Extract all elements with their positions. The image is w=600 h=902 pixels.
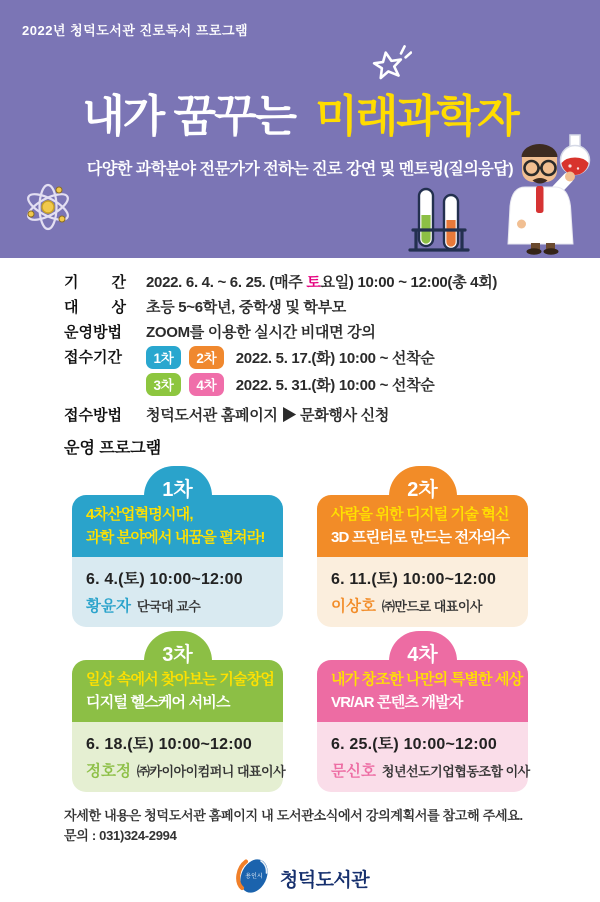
period-post: 요일) 10:00 ~ 12:00(총 4회) xyxy=(320,274,498,291)
card-2-body xyxy=(317,557,528,627)
apply-label: 접수방법 xyxy=(64,407,122,424)
card-2-header xyxy=(317,495,528,557)
registration-date-1: 2022. 5. 17.(화) 10:00 ~ 선착순 xyxy=(235,350,435,367)
card-3-body xyxy=(72,722,286,792)
registration-label: 접수기간 xyxy=(64,349,122,366)
logo-library-name: 청덕도서관 xyxy=(279,870,370,891)
yongin-city-logo-icon xyxy=(231,855,275,902)
round-badge-2: 2차 xyxy=(189,346,224,369)
card-1-tab: 1차 xyxy=(144,466,212,496)
card-4-body xyxy=(317,722,528,792)
registration-line-1 xyxy=(146,346,434,369)
round-badge-3: 3차 xyxy=(146,373,181,396)
info-row-target xyxy=(64,296,600,317)
registration-date-2: 2022. 5. 31.(화) 10:00 ~ 선착순 xyxy=(235,377,435,394)
period-label: 기 간 xyxy=(64,274,126,291)
card-1-speaker xyxy=(86,594,269,616)
card-4-header xyxy=(317,660,528,722)
period-pre: 2022. 6. 4. ~ 6. 25. (매주 xyxy=(146,274,307,291)
card-4-speaker xyxy=(331,759,530,781)
info-section xyxy=(0,258,600,425)
info-row-apply xyxy=(64,404,600,425)
card-4-speaker-name: 문신호 xyxy=(331,763,376,780)
program-card-3 xyxy=(72,631,286,792)
footer-note-line: 자세한 내용은 청덕도서관 홈페이지 내 도서관소식에서 강의계획서를 참고해 주세요. xyxy=(64,808,523,823)
card-1-title-line1: 4차산업혁명시대, xyxy=(86,506,193,523)
program-label: 2022년 청덕도서관 진로독서 프로그램 xyxy=(22,23,249,38)
apply-value: 청덕도서관 홈페이지 ▶ 문화행사 신청 xyxy=(146,407,390,424)
method-value: ZOOM를 이용한 실시간 비대면 강의 xyxy=(146,324,376,341)
footer-note xyxy=(0,792,600,845)
card-4-title-line2: VR/AR 콘텐츠 개발자 xyxy=(331,693,463,711)
card-1-date: 6. 4.(토) 10:00~12:00 xyxy=(86,571,243,588)
poster-subtitle: 다양한 과학분야 전문가가 전하는 진로 강연 및 멘토링(질의응답) xyxy=(86,161,514,178)
card-2-speaker xyxy=(331,594,514,616)
program-card-1 xyxy=(72,466,283,627)
library-logo xyxy=(0,855,600,902)
atom-icon xyxy=(22,180,74,239)
target-label: 대 상 xyxy=(64,299,126,316)
poster-header xyxy=(0,0,600,258)
target-value: 초등 5~6학년, 중학생 및 학부모 xyxy=(146,299,346,316)
logo-small-text: 용인시 xyxy=(245,874,263,880)
card-4-tab: 4차 xyxy=(389,631,457,661)
card-2-speaker-affiliation: ㈜만드로 대표이사 xyxy=(381,599,482,614)
card-1-speaker-affiliation: 단국대 교수 xyxy=(136,599,201,614)
period-value xyxy=(146,271,497,292)
card-3-tab: 3차 xyxy=(144,631,212,661)
title-part-yellow: 미래과학자 xyxy=(315,92,518,141)
card-1-header xyxy=(72,495,283,557)
round-badge-1: 1차 xyxy=(146,346,181,369)
program-section-title: 운영 프로그램 xyxy=(64,440,162,457)
card-2-tab: 2차 xyxy=(389,466,457,496)
card-3-title-line2: 디지털 헬스케어 서비스 xyxy=(86,693,230,711)
card-4-speaker-affiliation: 청년선도기업협동조합 이사 xyxy=(381,764,530,779)
card-2-speaker-name: 이상호 xyxy=(331,598,376,615)
card-3-speaker xyxy=(86,759,286,781)
card-3-speaker-affiliation: ㈜카이아이컴퍼니 대표이사 xyxy=(136,764,286,779)
info-row-registration xyxy=(64,346,600,400)
card-3-header xyxy=(72,660,283,722)
footer-contact: 문의 : 031)324-2994 xyxy=(64,827,177,843)
program-card-4 xyxy=(317,631,528,792)
scientist-illustration xyxy=(484,133,598,258)
card-2-date: 6. 11.(토) 10:00~12:00 xyxy=(331,571,497,588)
card-2-title-line2: 3D 프린터로 만드는 전자의수 xyxy=(331,528,510,546)
card-4-date: 6. 25.(토) 10:00~12:00 xyxy=(331,736,497,753)
card-2-title-line1: 사람을 위한 디지털 기술 혁신 xyxy=(331,506,509,523)
info-row-method xyxy=(64,321,600,342)
card-3-date: 6. 18.(토) 10:00~12:00 xyxy=(86,736,252,753)
card-1-speaker-name: 황윤자 xyxy=(86,598,131,615)
info-row-period xyxy=(64,271,600,292)
registration-lines xyxy=(146,346,434,400)
program-card-2 xyxy=(317,466,528,627)
card-3-speaker-name: 정호정 xyxy=(86,763,131,780)
card-4-title-line1: 내가 창조한 나만의 특별한 세상 xyxy=(331,671,523,688)
registration-line-2 xyxy=(146,373,434,396)
card-1-title-line2: 과학 분야에서 내꿈을 펼쳐라! xyxy=(86,528,265,546)
round-badge-4: 4차 xyxy=(189,373,224,396)
title-part-white: 내가 꿈꾸는 xyxy=(82,92,295,141)
method-label: 운영방법 xyxy=(64,324,122,341)
program-cards xyxy=(0,458,600,792)
card-1-body xyxy=(72,557,283,627)
test-tubes-illustration xyxy=(408,187,470,258)
period-highlight: 토 xyxy=(306,274,321,291)
card-3-title-line1: 일상 속에서 찾아보는 기술창업 xyxy=(86,671,275,688)
